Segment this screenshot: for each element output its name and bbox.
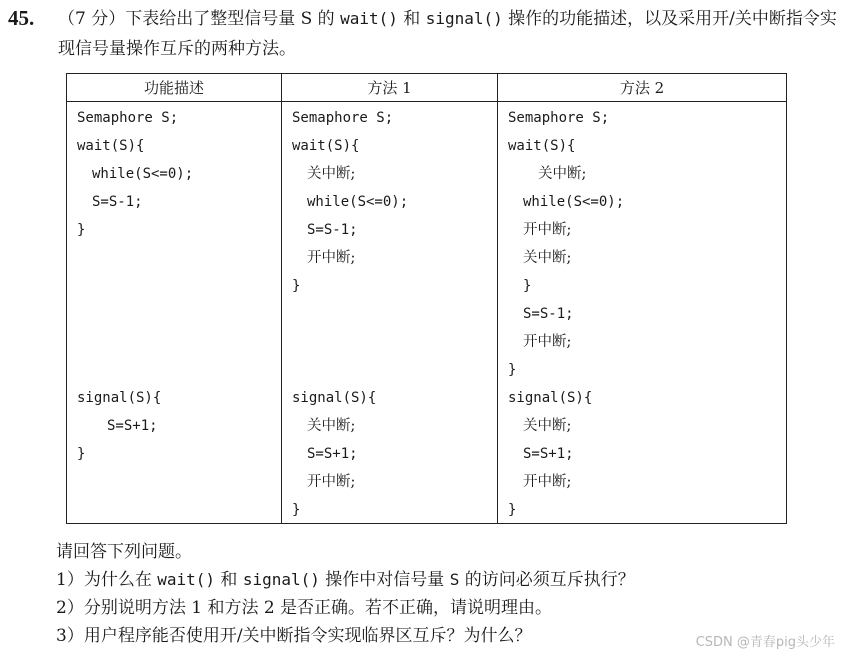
question-text: 的访问必须互斥执行？ bbox=[459, 570, 635, 590]
sub-question-2 bbox=[56, 594, 756, 622]
code-line: 开中断; bbox=[307, 474, 356, 490]
code-line: S=S-1; bbox=[523, 306, 574, 322]
code-line: } bbox=[77, 222, 86, 238]
code-line: signal(S){ bbox=[292, 390, 377, 406]
code-line: Semaphore S; bbox=[292, 110, 394, 126]
code-line: 开中断; bbox=[523, 474, 572, 490]
code-line: 关中断; bbox=[523, 250, 572, 266]
sub-question-1 bbox=[56, 566, 756, 594]
wait-code: wait() bbox=[157, 570, 216, 589]
code-line: signal(S){ bbox=[508, 390, 593, 406]
column-description bbox=[67, 74, 282, 523]
sub-questions bbox=[56, 538, 756, 650]
question-text: 2）分别说明方法 1 和方法 2 是否正确。若不正确，请说明理由。 bbox=[56, 598, 553, 618]
semaphore-table bbox=[66, 73, 787, 524]
question-text: 和 bbox=[215, 570, 243, 590]
watermark: CSDN @青春pig头少年 bbox=[695, 635, 835, 650]
code-line: wait(S){ bbox=[77, 138, 145, 154]
column-method-2 bbox=[498, 74, 786, 523]
question-text: 操作中对信号量 bbox=[319, 570, 450, 590]
code-line: wait(S){ bbox=[292, 138, 360, 154]
code-line: 开中断; bbox=[523, 222, 572, 238]
code-line: Semaphore S; bbox=[77, 110, 179, 126]
question-intro bbox=[58, 4, 838, 64]
signal-code: signal() bbox=[242, 570, 320, 589]
column-method-1 bbox=[282, 74, 498, 523]
code-line: } bbox=[77, 446, 86, 462]
wait-code: wait() bbox=[340, 9, 398, 28]
code-line: } bbox=[292, 278, 301, 294]
code-line: S=S+1; bbox=[307, 446, 358, 462]
code-line: while(S<=0); bbox=[307, 194, 409, 210]
code-line: S=S-1; bbox=[307, 222, 358, 238]
code-line: S=S+1; bbox=[107, 418, 158, 434]
code-line: S=S+1; bbox=[523, 446, 574, 462]
answer-prompt: 请回答下列问题。 bbox=[56, 542, 192, 562]
code-line: 关中断; bbox=[523, 418, 572, 434]
code-line: signal(S){ bbox=[77, 390, 162, 406]
code-line: 开中断; bbox=[307, 250, 356, 266]
signal-code: signal() bbox=[425, 9, 503, 28]
code-line: } bbox=[292, 502, 301, 518]
code-line: } bbox=[523, 278, 532, 294]
question-text: 3）用户程序能否使用开/关中断指令实现临界区互斥？为什么？ bbox=[56, 626, 532, 646]
code-line: wait(S){ bbox=[508, 138, 576, 154]
column-header: 方法 2 bbox=[498, 74, 786, 102]
code-line: S=S-1; bbox=[92, 194, 143, 210]
question-number: 45. bbox=[8, 6, 35, 30]
intro-text: （7 分）下表给出了整型信号量 S 的 bbox=[58, 9, 341, 29]
sub-question-3 bbox=[56, 622, 756, 650]
code-line: 关中断; bbox=[307, 166, 356, 182]
intro-text: 和 bbox=[397, 9, 426, 29]
column-header: 功能描述 bbox=[67, 74, 281, 102]
code-line: 关中断; bbox=[538, 166, 587, 182]
code-line: } bbox=[508, 502, 517, 518]
semaphore-name: S bbox=[449, 570, 460, 589]
code-line: 开中断; bbox=[523, 334, 572, 350]
code-line: while(S<=0); bbox=[523, 194, 625, 210]
question-text: 1）为什么在 bbox=[56, 570, 158, 590]
code-line: while(S<=0); bbox=[92, 166, 194, 182]
code-line: } bbox=[508, 362, 517, 378]
intro-text: 操作的功能描述，以及采用开/关中断指令实现信号量操作互斥的两种方法。 bbox=[58, 9, 837, 59]
code-line: Semaphore S; bbox=[508, 110, 610, 126]
column-header: 方法 1 bbox=[282, 74, 497, 102]
code-line: 关中断; bbox=[307, 418, 356, 434]
